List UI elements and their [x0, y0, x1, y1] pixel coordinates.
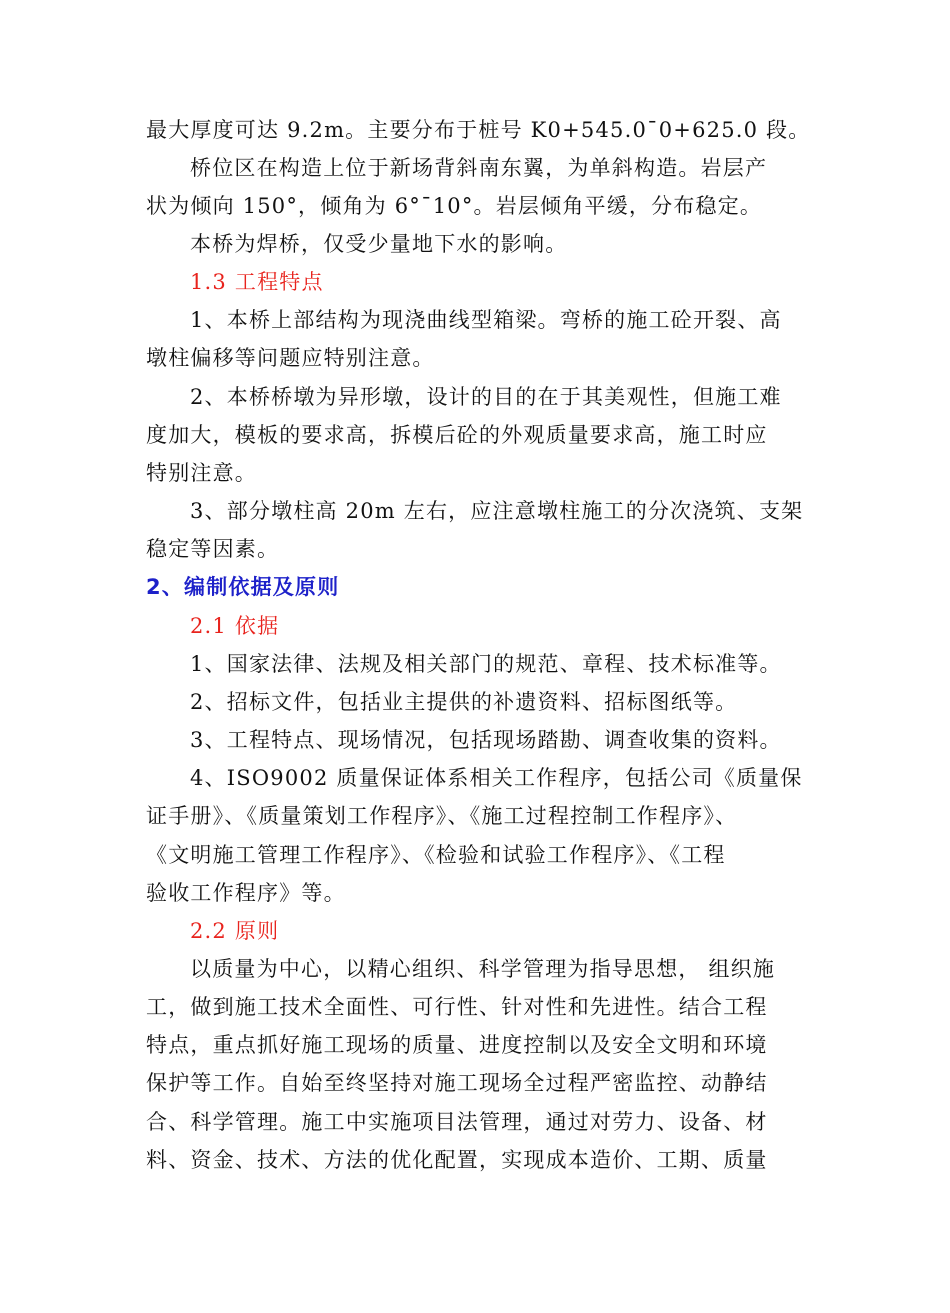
paragraph-line: 2、招标文件，包括业主提供的补遗资料、招标图纸等。 [190, 690, 738, 714]
paragraph-line: 料、资金、技术、方法的优化配置，实现成本造价、工期、质量 [146, 1148, 768, 1172]
paragraph-line: 3、工程特点、现场情况，包括现场踏勘、调查收集的资料。 [190, 728, 782, 752]
paragraph-line: 1、本桥上部结构为现浇曲线型箱梁。弯桥的施工砼开裂、高 [190, 308, 782, 332]
paragraph-line: 合、科学管理。施工中实施项目法管理，通过对劳力、设备、材 [146, 1110, 768, 1134]
paragraph-line: 稳定等因素。 [146, 537, 280, 561]
paragraph-line: 3、部分墩柱高 20m 左右，应注意墩柱施工的分次浇筑、支架 [190, 499, 804, 523]
section-heading-2-1: 2.1 依据 [190, 614, 280, 638]
section-heading-1-3: 1.3 工程特点 [190, 270, 324, 294]
paragraph-line: 特别注意。 [146, 461, 257, 485]
paragraph-line: 验收工作程序》等。 [146, 881, 346, 905]
paragraph-line: 状为倾向 150°，倾角为 6°¯10°。岩层倾角平缓，分布稳定。 [146, 194, 763, 218]
paragraph-line: 桥位区在构造上位于新场背斜南东翼，为单斜构造。岩层产 [190, 156, 768, 180]
paragraph-line: 证手册》、《质量策划工作程序》、《施工过程控制工作程序》、 [146, 804, 738, 828]
paragraph-line: 2、本桥桥墩为异形墩，设计的目的在于其美观性，但施工难 [190, 385, 782, 409]
paragraph-line: 4、ISO9002 质量保证体系相关工作程序，包括公司《质量保 [190, 766, 803, 790]
paragraph-line: 度加大，模板的要求高，拆模后砼的外观质量要求高，施工时应 [146, 423, 768, 447]
section-heading-2-2: 2.2 原则 [190, 919, 280, 943]
paragraph-line: 1、国家法律、法规及相关部门的规范、章程、技术标准等。 [190, 652, 782, 676]
paragraph-line: 《文明施工管理工作程序》、《检验和试验工作程序》、《工程 [146, 843, 726, 867]
paragraph-line: 墩柱偏移等问题应特别注意。 [146, 346, 435, 370]
paragraph-line: 特点，重点抓好施工现场的质量、进度控制以及安全文明和环境 [146, 1033, 768, 1057]
paragraph-line: 最大厚度可达 9.2m。主要分布于桩号 K0+545.0¯0+625.0 段。 [146, 118, 811, 142]
paragraph-line: 保护等工作。自始至终坚持对施工现场全过程严密监控、动静结 [146, 1071, 768, 1095]
paragraph-line: 本桥为焊桥，仅受少量地下水的影响。 [190, 232, 568, 256]
paragraph-line: 工，做到施工技术全面性、可行性、针对性和先进性。结合工程 [146, 995, 768, 1019]
chapter-heading-2: 2、编制依据及原则 [146, 575, 340, 599]
paragraph-line: 以质量为中心，以精心组织、科学管理为指导思想， 组织施 [190, 957, 776, 981]
